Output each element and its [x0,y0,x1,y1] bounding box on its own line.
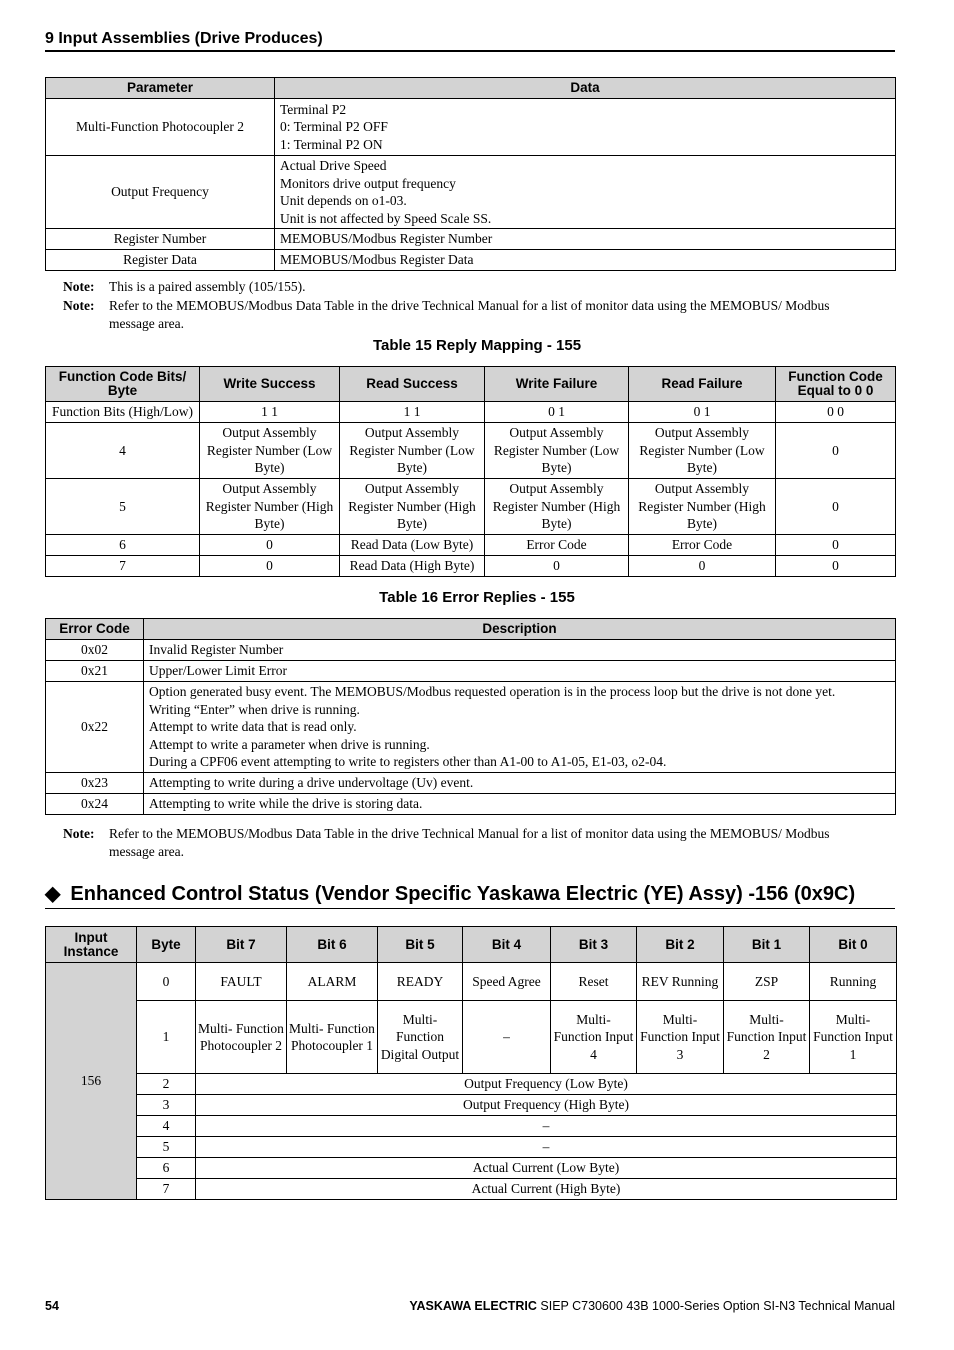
table-cell: 0 [200,556,340,577]
table-cell: 6 [46,535,200,556]
error-code-cell: 0x21 [46,661,144,682]
cell-line: Option generated busy event. The MEMOBUS/Modbus requested operation is in the process loop but the drive is not done yet. [149,684,836,700]
table-row [46,1116,897,1137]
data-cell [275,156,896,229]
table-cell: Output Assembly Register Number (Low Byte) [340,423,485,479]
table-cell: 0 1 [629,402,776,423]
description-cell [144,682,896,773]
note-text: Refer to the MEMOBUS/Modbus Data Table in the drive Technical Manual for a list of monitor data using the MEMOBUS/ Modbus message area. [109,826,830,859]
table-row [46,402,896,423]
section-heading [45,880,895,909]
column-header: Bit 7 [196,927,287,963]
table-cell: 0 0 [776,402,896,423]
cell-line: MEMOBUS/Modbus Register Number [280,231,493,247]
table-row [46,963,897,1001]
parameter-cell: Register Number [46,229,275,250]
control-status-table [45,926,897,1200]
cell-line: Attempting to write while the drive is storing data. [149,796,423,812]
byte-cell: 2 [137,1074,196,1095]
cell-line: Unit depends on o1-03. [280,193,407,208]
bit-cell: READY [378,963,463,1001]
header-row [46,619,896,640]
note-text: This is a paired assembly (105/155). [109,279,306,294]
table-row [46,640,896,661]
table-row [46,423,896,479]
parameter-cell: Output Frequency [46,156,275,229]
column-header: Bit 6 [287,927,378,963]
bit-cell: Multi- Function Photocoupler 1 [287,1001,378,1074]
description-cell [144,794,896,815]
column-header: Bit 2 [637,927,724,963]
table-cell: Output Assembly Register Number (Low Byte) [200,423,340,479]
table-cell: Read Data (Low Byte) [340,535,485,556]
bit-cell: – [463,1001,551,1074]
cell-line: Monitors drive output frequency [280,175,456,191]
table-cell: 0 [629,556,776,577]
column-header: Read Success [340,367,485,402]
footer-text [409,1299,895,1313]
table-cell: Output Assembly Register Number (Low Byte) [485,423,629,479]
byte-cell: 0 [137,963,196,1001]
span-cell: – [196,1137,897,1158]
byte-cell: 7 [137,1179,196,1200]
table-cell: 0 1 [485,402,629,423]
span-cell: Output Frequency (Low Byte) [196,1074,897,1095]
column-header: Bit 3 [551,927,637,963]
error-code-cell: 0x23 [46,773,144,794]
table-row [46,794,896,815]
byte-cell: 3 [137,1095,196,1116]
data-cell [275,250,896,271]
data-cell [275,229,896,250]
table-row [46,556,896,577]
table-row [46,250,896,271]
error-code-cell: 0x02 [46,640,144,661]
column-header: Write Failure [485,367,629,402]
parameter-table [45,77,896,271]
note-label: Note: [63,298,95,313]
cell-line: Attempting to write during a drive undervoltage (Uv) event. [149,775,474,791]
table-row [46,156,896,229]
cell-line: MEMOBUS/Modbus Register Data [280,252,474,268]
table-cell: Error Code [485,535,629,556]
table-cell: Output Assembly Register Number (Low Byte) [629,423,776,479]
table-cell: Output Assembly Register Number (High Byte) [485,479,629,535]
bit-cell: Multi- Function Input 2 [724,1001,810,1074]
cell-line: Attempt to write a parameter when drive is running. [149,736,430,752]
table-cell: 0 [485,556,629,577]
bit-cell: REV Running [637,963,724,1001]
byte-cell: 4 [137,1116,196,1137]
note-label: Note: [63,826,95,841]
span-cell: – [196,1116,897,1137]
bit-cell: Running [810,963,897,1001]
table-cell: 5 [46,479,200,535]
table-cell: 0 [776,479,896,535]
table-cell: Function Bits (High/Low) [46,402,200,423]
brand-name: YASKAWA ELECTRIC [409,1299,537,1313]
cell-line: Attempt to write data that is read only. [149,719,357,735]
note [63,297,830,331]
section-header [45,28,895,52]
bit-cell: Multi- Function Input 3 [637,1001,724,1074]
cell-line: Invalid Register Number [149,642,284,658]
header-row [46,927,897,963]
cell-line: Writing “Enter” when drive is running. [149,701,360,717]
table-cell: Read Data (High Byte) [340,556,485,577]
table-cell: 1 1 [340,402,485,423]
bit-cell: Multi- Function Photocoupler 2 [196,1001,287,1074]
bit-cell: Multi- Function Input 1 [810,1001,897,1074]
table-cell: Output Assembly Register Number (High Byte) [629,479,776,535]
description-cell [144,773,896,794]
document-id: SIEP C730600 43B 1000-Series Option SI-N3 Technical Manual [536,1299,895,1313]
table-row [46,535,896,556]
bit-cell: FAULT [196,963,287,1001]
table-cell: 0 [776,423,896,479]
span-cell: Actual Current (High Byte) [196,1179,897,1200]
cell-line: 0: Terminal P2 OFF [280,119,388,135]
note [63,278,306,296]
reply-mapping-table [45,366,896,577]
cell-line: Upper/Lower Limit Error [149,663,287,679]
column-header: Write Success [200,367,340,402]
bit-cell: Multi- Function Input 4 [551,1001,637,1074]
bit-cell: Reset [551,963,637,1001]
note [63,825,830,859]
section-title: 9 Input Assemblies (Drive Produces) [45,30,323,47]
table-row [46,99,896,156]
cell-line: During a CPF06 event attempting to write to registers other than A1-00 to A1-05, E1-03, o2-04. [149,754,667,770]
bit-cell: ZSP [724,963,810,1001]
bit-cell: Multi- Function Digital Output [378,1001,463,1074]
description-cell [144,661,896,682]
table-caption: Table 15 Reply Mapping - 155 [372,337,582,354]
table-row [46,773,896,794]
byte-cell: 6 [137,1158,196,1179]
section-heading-text: Enhanced Control Status (Vendor Specific Yaskawa Electric (YE) Assy) -156 (0x9C) [70,883,856,905]
column-header: Input Instance [46,927,137,963]
header-row [46,367,896,402]
instance-cell: 156 [46,963,137,1200]
note-text: Refer to the MEMOBUS/Modbus Data Table in the drive Technical Manual for a list of monitor data using the MEMOBUS/ Modbus message area. [109,298,830,331]
description-cell [144,640,896,661]
table-cell: 1 1 [200,402,340,423]
table-row [46,1001,897,1074]
column-header: Function Code Bits/ Byte [46,367,200,402]
page-number: 54 [45,1299,59,1313]
column-header: Bit 5 [378,927,463,963]
column-header: Bit 1 [724,927,810,963]
table-cell: 4 [46,423,200,479]
column-header: Bit 0 [810,927,897,963]
span-cell: Output Frequency (High Byte) [196,1095,897,1116]
table-row [46,1137,897,1158]
note-label: Note: [63,279,95,294]
table-cell: Output Assembly Register Number (High Byte) [200,479,340,535]
table-row [46,661,896,682]
diamond-bullet-icon: ◆ [45,883,61,905]
column-header: Data [275,78,896,99]
column-header: Read Failure [629,367,776,402]
error-code-cell: 0x22 [46,682,144,773]
column-header: Bit 4 [463,927,551,963]
table-cell: 0 [200,535,340,556]
table-caption: Table 16 Error Replies - 155 [379,589,575,606]
table-cell: 0 [776,556,896,577]
table-row [46,1074,897,1095]
table-cell: Output Assembly Register Number (High Byte) [340,479,485,535]
table-row [46,682,896,773]
cell-line: Actual Drive Speed [280,158,387,173]
table-row [46,1179,897,1200]
table-cell: 7 [46,556,200,577]
cell-line: 1: Terminal P2 ON [280,136,383,152]
table-row [46,229,896,250]
data-cell [275,99,896,156]
error-code-cell: 0x24 [46,794,144,815]
column-header: Function Code Equal to 0 0 [776,367,896,402]
column-header: Error Code [46,619,144,640]
span-cell: Actual Current (Low Byte) [196,1158,897,1179]
bit-cell: ALARM [287,963,378,1001]
table-cell: Error Code [629,535,776,556]
byte-cell: 1 [137,1001,196,1074]
parameter-cell: Register Data [46,250,275,271]
cell-line: Terminal P2 [280,101,347,117]
byte-cell: 5 [137,1137,196,1158]
cell-line: Unit is not affected by Speed Scale SS. [280,210,492,226]
table-row [46,1158,897,1179]
column-header: Parameter [46,78,275,99]
table-cell: 0 [776,535,896,556]
column-header: Byte [137,927,196,963]
table-row [46,479,896,535]
error-replies-table [45,618,896,815]
table-row [46,1095,897,1116]
column-header: Description [144,619,896,640]
bit-cell: Speed Agree [463,963,551,1001]
parameter-cell: Multi-Function Photocoupler 2 [46,99,275,156]
